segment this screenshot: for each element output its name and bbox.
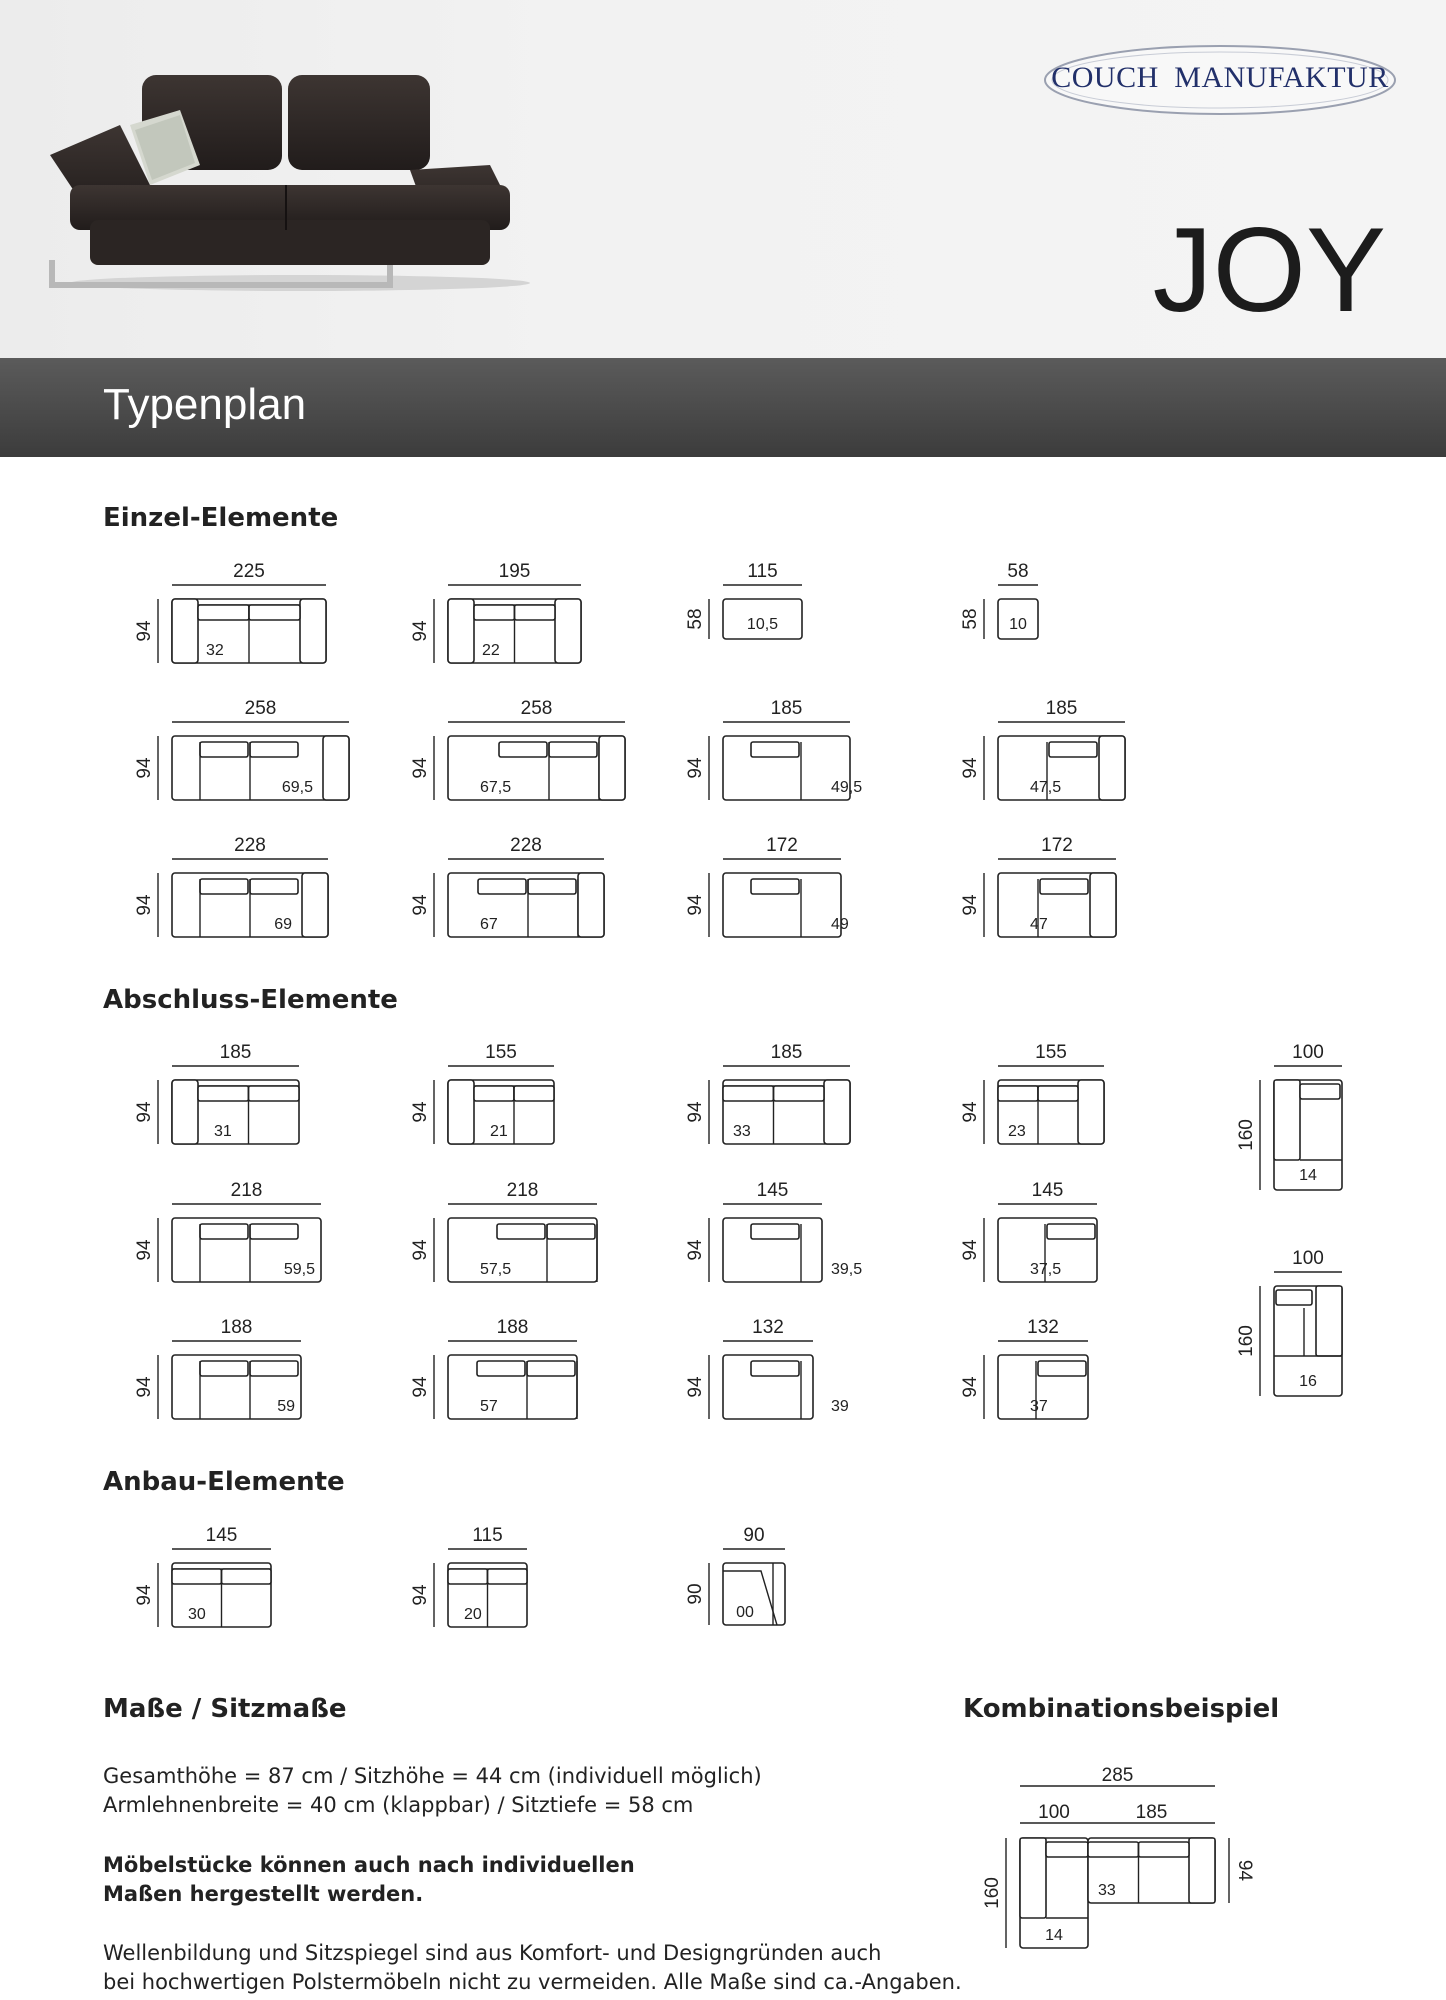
height-label: 94 xyxy=(960,1239,981,1261)
back-cushion xyxy=(1276,1290,1312,1305)
height-label: 94 xyxy=(960,757,981,779)
height-label: 90 xyxy=(685,1583,706,1605)
width-label: 115 xyxy=(747,561,778,582)
back-cushion xyxy=(774,1086,825,1101)
einzel-element-22 xyxy=(410,561,581,663)
back-cushion xyxy=(222,1569,272,1584)
back-cushion xyxy=(751,742,799,757)
element-code: 39,5 xyxy=(831,1261,863,1278)
abschluss-element-59-5 xyxy=(134,1180,321,1282)
back-cushion xyxy=(250,879,298,894)
back-cushion xyxy=(448,1569,488,1584)
wedge-outline xyxy=(723,1563,785,1625)
element-code: 32 xyxy=(206,642,224,659)
back-cushion xyxy=(198,1086,249,1101)
height-label: 94 xyxy=(685,757,706,779)
height-label: 94 xyxy=(685,1101,706,1123)
width-label: 228 xyxy=(234,835,266,856)
back-cushion xyxy=(198,605,249,620)
width-label: 145 xyxy=(1031,1180,1064,1201)
back-cushion xyxy=(1047,1224,1095,1239)
einzel-element-47-5 xyxy=(960,698,1125,800)
height-label: 94 xyxy=(134,620,155,642)
back-cushion xyxy=(549,742,597,757)
height-label: 160 xyxy=(1236,1325,1257,1357)
element-code: 23 xyxy=(1008,1123,1026,1140)
height-label: 94 xyxy=(134,1584,155,1606)
anbau-element-00 xyxy=(685,1525,785,1625)
back-cushion xyxy=(998,1086,1038,1101)
right-height-label: 94 xyxy=(1234,1859,1255,1882)
masse-line-1: Gesamthöhe = 87 cm / Sitzhöhe = 44 cm (individuell möglich) xyxy=(103,1764,762,1788)
back-cushion xyxy=(1038,1361,1086,1376)
width-label: 228 xyxy=(510,835,542,856)
corner-code: 14 xyxy=(1045,1927,1063,1944)
height-label: 94 xyxy=(960,1376,981,1398)
height-label: 94 xyxy=(134,1376,155,1398)
height-label: 94 xyxy=(410,894,431,916)
width-label: 58 xyxy=(1007,561,1029,582)
height-label: 94 xyxy=(134,1101,155,1123)
back-cushion xyxy=(497,1224,545,1239)
back-cushion xyxy=(527,1361,575,1376)
einzel-element-47 xyxy=(960,835,1116,937)
back-cushion xyxy=(478,879,526,894)
width-label: 155 xyxy=(1035,1042,1067,1063)
right-width-label: 185 xyxy=(1135,1802,1168,1823)
element-code: 37,5 xyxy=(1030,1261,1062,1278)
abschluss-element-39 xyxy=(685,1317,849,1419)
back-cushion xyxy=(751,879,799,894)
element-code: 67 xyxy=(480,916,498,933)
abschluss-element-33 xyxy=(685,1042,850,1144)
element-code: 49 xyxy=(831,916,849,933)
masse-bold-2: Maßen hergestellt werden. xyxy=(103,1882,424,1906)
back-cushion xyxy=(751,1361,799,1376)
width-label: 218 xyxy=(230,1180,263,1201)
einzel-element-10 xyxy=(960,561,1038,639)
back-cushion xyxy=(751,1224,799,1239)
width-label: 195 xyxy=(498,561,531,582)
height-label: 160 xyxy=(1236,1119,1257,1151)
armrest xyxy=(599,736,625,800)
width-label: 258 xyxy=(520,698,553,719)
back-cushion xyxy=(250,1361,298,1376)
width-label: 172 xyxy=(766,835,798,856)
width-label: 188 xyxy=(220,1317,253,1338)
armrest xyxy=(1090,873,1116,937)
einzel-element-10-5 xyxy=(685,561,802,639)
section-kombination-heading: Kombinationsbeispiel xyxy=(963,1694,1280,1724)
element-code: 59,5 xyxy=(283,1261,315,1278)
left-height-label: 160 xyxy=(982,1877,1003,1909)
element-code: 30 xyxy=(188,1606,206,1623)
height-label: 94 xyxy=(685,1376,706,1398)
height-label: 94 xyxy=(134,757,155,779)
element-code: 33 xyxy=(733,1123,751,1140)
element-code: 10 xyxy=(1009,616,1027,633)
element-code: 20 xyxy=(464,1606,482,1623)
armrest xyxy=(824,1080,850,1144)
abschluss-element-57 xyxy=(410,1317,577,1419)
anbau-element-30 xyxy=(134,1525,271,1627)
back-cushion xyxy=(1038,1086,1078,1101)
armrest xyxy=(578,873,604,937)
element-code: 37 xyxy=(1030,1398,1048,1415)
masse-line-2: Armlehnenbreite = 40 cm (klappbar) / Sitztiefe = 58 cm xyxy=(103,1793,694,1817)
height-label: 94 xyxy=(410,1101,431,1123)
abschluss-element-37-5 xyxy=(960,1180,1097,1282)
abschluss-element-21 xyxy=(410,1042,554,1144)
back-cushion xyxy=(1300,1084,1340,1099)
armrest xyxy=(302,873,328,937)
page-title: Typenplan xyxy=(103,380,307,429)
width-label: 100 xyxy=(1292,1248,1324,1269)
back-cushion xyxy=(200,1361,248,1376)
armrest xyxy=(448,1080,474,1144)
logo-text: COUCH MANUFAKTUR xyxy=(1051,61,1389,94)
abschluss-element-57-5 xyxy=(410,1180,597,1282)
abschluss-element-59 xyxy=(134,1317,301,1419)
height-label: 94 xyxy=(134,1239,155,1261)
armrest xyxy=(1099,736,1125,800)
anbau-element-20 xyxy=(410,1525,527,1627)
height-label: 94 xyxy=(410,1584,431,1606)
back-cushion xyxy=(250,742,298,757)
height-label: 94 xyxy=(410,757,431,779)
height-label: 94 xyxy=(410,1239,431,1261)
element-code: 69 xyxy=(274,916,292,933)
einzel-element-69-5 xyxy=(134,698,349,800)
total-width-label: 285 xyxy=(1101,1765,1134,1786)
element-code: 31 xyxy=(214,1123,232,1140)
back-cushion xyxy=(528,879,576,894)
back-cushion xyxy=(499,742,547,757)
width-label: 185 xyxy=(219,1042,252,1063)
back-cushion xyxy=(474,605,515,620)
back-cushion xyxy=(1040,879,1088,894)
width-label: 185 xyxy=(770,1042,803,1063)
height-label: 94 xyxy=(410,1376,431,1398)
width-label: 100 xyxy=(1292,1042,1324,1063)
back-cushion xyxy=(249,605,300,620)
width-label: 132 xyxy=(1027,1317,1059,1338)
kombination-drawing xyxy=(982,1765,1255,1948)
section-einzel-heading: Einzel-Elemente xyxy=(103,503,339,533)
section-anbau-heading: Anbau-Elemente xyxy=(103,1467,345,1497)
element-code: 47 xyxy=(1030,916,1048,933)
width-label: 172 xyxy=(1041,835,1073,856)
armrest xyxy=(1274,1080,1300,1160)
armrest xyxy=(448,599,474,663)
back-cushion xyxy=(474,1086,514,1101)
main-code: 33 xyxy=(1098,1882,1116,1899)
left-width-label: 100 xyxy=(1038,1802,1070,1823)
element-code: 21 xyxy=(490,1123,508,1140)
back-cushion xyxy=(1049,742,1097,757)
height-label: 94 xyxy=(960,1101,981,1123)
width-label: 145 xyxy=(756,1180,789,1201)
width-label: 90 xyxy=(743,1525,765,1546)
width-label: 115 xyxy=(472,1525,503,1546)
height-label: 58 xyxy=(685,608,706,630)
back-cushion xyxy=(547,1224,595,1239)
armrest xyxy=(555,599,581,663)
back-cushion xyxy=(488,1569,528,1584)
einzel-element-32 xyxy=(134,561,326,663)
element-code: 14 xyxy=(1299,1167,1317,1184)
back-cushion xyxy=(200,879,248,894)
back-cushion xyxy=(172,1569,222,1584)
back-cushion xyxy=(250,1224,298,1239)
element-code: 57,5 xyxy=(480,1261,512,1278)
einzel-element-69 xyxy=(134,835,328,937)
back-cushion xyxy=(723,1086,774,1101)
main-armrest xyxy=(1189,1838,1215,1903)
back-cushion xyxy=(200,1224,248,1239)
width-label: 132 xyxy=(752,1317,784,1338)
element-code: 22 xyxy=(482,642,500,659)
back-cushion xyxy=(514,1086,554,1101)
height-label: 94 xyxy=(685,894,706,916)
back-cushion xyxy=(200,742,248,757)
element-code: 39 xyxy=(831,1398,849,1415)
height-label: 94 xyxy=(410,620,431,642)
armrest xyxy=(300,599,326,663)
element-code: 47,5 xyxy=(1030,779,1062,796)
width-label: 225 xyxy=(233,561,265,582)
abschluss-element-31 xyxy=(134,1042,299,1144)
model-name: JOY xyxy=(1152,203,1386,337)
armrest xyxy=(172,599,198,663)
element-code: 69,5 xyxy=(281,779,313,796)
armrest xyxy=(172,1080,198,1144)
main-cushion-1 xyxy=(1088,1842,1139,1857)
back-cushion xyxy=(477,1361,525,1376)
corner-armrest xyxy=(1020,1838,1046,1918)
abschluss-element-16 xyxy=(1236,1248,1342,1396)
element-code: 00 xyxy=(736,1604,754,1621)
width-label: 258 xyxy=(244,698,277,719)
width-label: 145 xyxy=(205,1525,238,1546)
main-cushion-2 xyxy=(1139,1842,1190,1857)
corner-cushion xyxy=(1046,1842,1088,1857)
section-masse-heading: Maße / Sitzmaße xyxy=(103,1694,347,1724)
element-code: 57 xyxy=(480,1398,498,1415)
section-abschluss-heading: Abschluss-Elemente xyxy=(103,985,398,1015)
height-label: 94 xyxy=(134,894,155,916)
masse-note-1: Wellenbildung und Sitzspiegel sind aus Komfort- und Designgründen auch xyxy=(103,1941,882,1965)
einzel-element-49-5 xyxy=(685,698,862,800)
armrest xyxy=(1078,1080,1104,1144)
height-label: 94 xyxy=(960,894,981,916)
element-code: 67,5 xyxy=(480,779,512,796)
einzel-element-67 xyxy=(410,835,604,937)
armrest xyxy=(1316,1286,1342,1356)
abschluss-element-39-5 xyxy=(685,1180,862,1282)
masse-bold-1: Möbelstücke können auch nach individuellen xyxy=(103,1853,635,1877)
element-code: 49,5 xyxy=(831,779,863,796)
width-label: 185 xyxy=(1045,698,1078,719)
back-cushion xyxy=(515,605,556,620)
width-label: 155 xyxy=(485,1042,517,1063)
masse-note-2: bei hochwertigen Polstermöbeln nicht zu vermeiden. Alle Maße sind ca.-Angaben. xyxy=(103,1970,962,1994)
abschluss-element-23 xyxy=(960,1042,1104,1144)
abschluss-element-37 xyxy=(960,1317,1088,1419)
abschluss-element-14 xyxy=(1236,1042,1342,1190)
einzel-element-49 xyxy=(685,835,849,937)
einzel-element-67-5 xyxy=(410,698,625,800)
width-label: 188 xyxy=(496,1317,529,1338)
armrest xyxy=(323,736,349,800)
element-code: 16 xyxy=(1299,1373,1317,1390)
element-code: 59 xyxy=(277,1398,295,1415)
height-label: 58 xyxy=(960,608,981,630)
back-cushion xyxy=(249,1086,300,1101)
height-label: 94 xyxy=(685,1239,706,1261)
width-label: 218 xyxy=(506,1180,539,1201)
element-code: 10,5 xyxy=(746,616,779,633)
width-label: 185 xyxy=(770,698,803,719)
